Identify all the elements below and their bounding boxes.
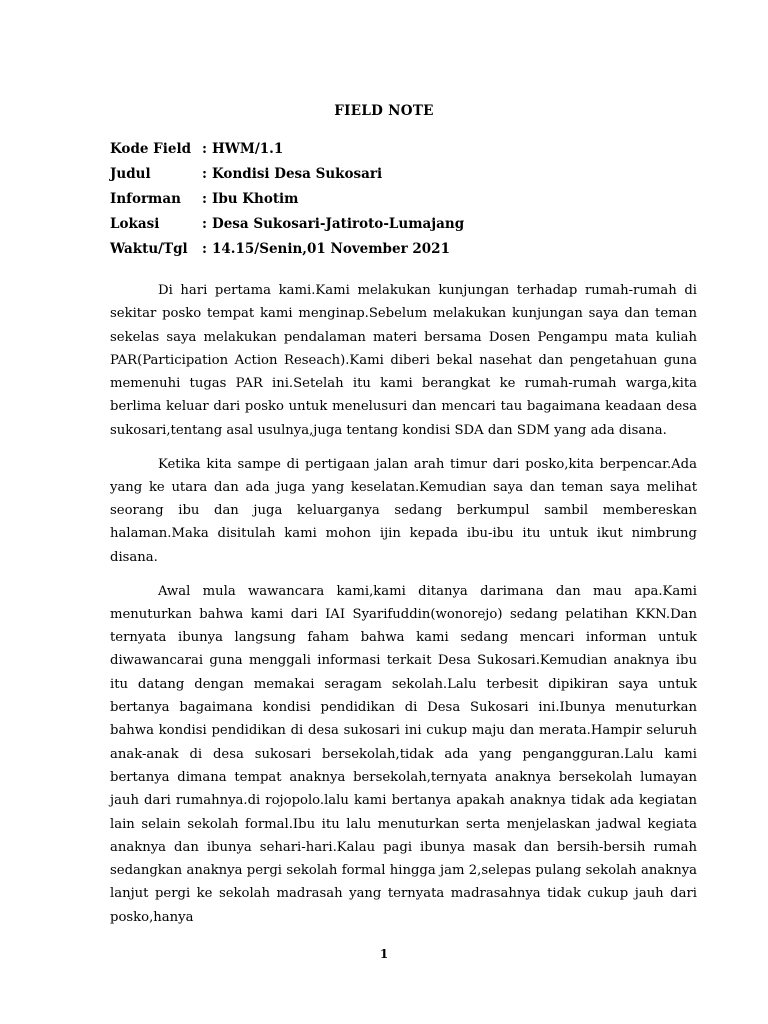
meta-key: Judul [110,166,151,182]
paragraph: Awal mula wawancara kami,kami ditanya darimana dan mau apa.Kami menuturkan bahwa kami dari IAI Syarifuddin(wonorejo) sedang pelatihan KKN.Dan ternyata ibunya langsung faham bahwa kami sedang mencari informan untuk diwawancarai guna menggali informasi terkait Desa Sukosari.Kemudian anaknya ibu itu datang dengan memakai seragam sekolah.Lalu terbesit dipikiran saya untuk bertanya bagaimana kondisi pendidikan di Desa Sukosari ini.Ibunya menuturkan bahwa kondisi pendidikan di desa sukosari ini cukup maju dan merata.Hampir seluruh anak-anak di desa sukosari bersekolah,tidak ada yang pengangguran.Lalu kami bertanya dimana tempat anaknya bersekolah,ternyata anaknya bersekolah lumayan jauh dari rumahnya.di rojopolo.lalu kami bertanya apakah anaknya tidak ada kegiatan lain selain sekolah formal.Ibu itu lalu menuturkan serta menjelaskan jadwal kegiata anaknya dan ibunya sehari-hari.Kalau pagi ibunya masak dan bersih-bersih rumah sedangkan anaknya pergi sekolah formal hingga jam 2,selepas pulang sekolah anaknya lanjut pergi ke sekolah madrasah yang ternyata madrasahnya tidak cukup jauh dari posko,hanya [110,583,697,925]
document-body [110,279,697,940]
meta-row-kode-field [110,140,464,165]
document-title: FIELD NOTE [334,103,434,119]
meta-separator: : [202,216,207,232]
meta-value: HWM/1.1 [212,141,284,157]
meta-key: Waktu/Tgl [110,241,188,257]
paragraph: Di hari pertama kami.Kami melakukan kunjungan terhadap rumah-rumah di sekitar posko tempat kami menginap.Sebelum melakukan kunjungan saya dan teman sekelas saya melakukan pendalaman materi bersama Dosen Pengampu mata kuliah PAR(Participation Action Reseach).Kami diberi bekal nasehat dan pengetahuan guna memenuhi tugas PAR ini.Setelah itu kami berangkat ke rumah-rumah warga,kita berlima keluar dari posko untuk menelusuri dan mencari tau bagaimana keadaan desa sukosari,tentang asal usulnya,juga tentang kondisi SDA dan SDM yang ada disana. [110,283,697,438]
meta-key: Lokasi [110,216,160,232]
field-metadata [110,140,464,265]
meta-row-lokasi [110,215,464,240]
page-number: 1 [379,947,389,961]
meta-value: Kondisi Desa Sukosari [212,166,383,182]
meta-separator: : [202,191,207,207]
meta-separator: : [202,241,207,257]
meta-row-waktu-tgl [110,240,464,265]
meta-separator: : [202,141,207,157]
meta-key: Kode Field [110,141,192,157]
meta-key: Informan [110,191,181,207]
meta-row-judul [110,165,464,190]
meta-value: Ibu Khotim [212,191,299,207]
paragraph: Ketika kita sampe di pertigaan jalan arah timur dari posko,kita berpencar.Ada yang ke utara dan ada juga yang keselatan.Kemudian saya dan teman saya melihat seorang ibu dan juga keluarganya sedang berkumpul sambil membereskan halaman.Maka disitulah kami mohon ijin kepada ibu-ibu itu untuk ikut nimbrung disana. [110,456,697,565]
meta-value: 14.15/Senin,01 November 2021 [212,241,450,257]
meta-value: Desa Sukosari-Jatiroto-Lumajang [212,216,465,232]
meta-separator: : [202,166,207,182]
meta-row-informan [110,190,464,215]
